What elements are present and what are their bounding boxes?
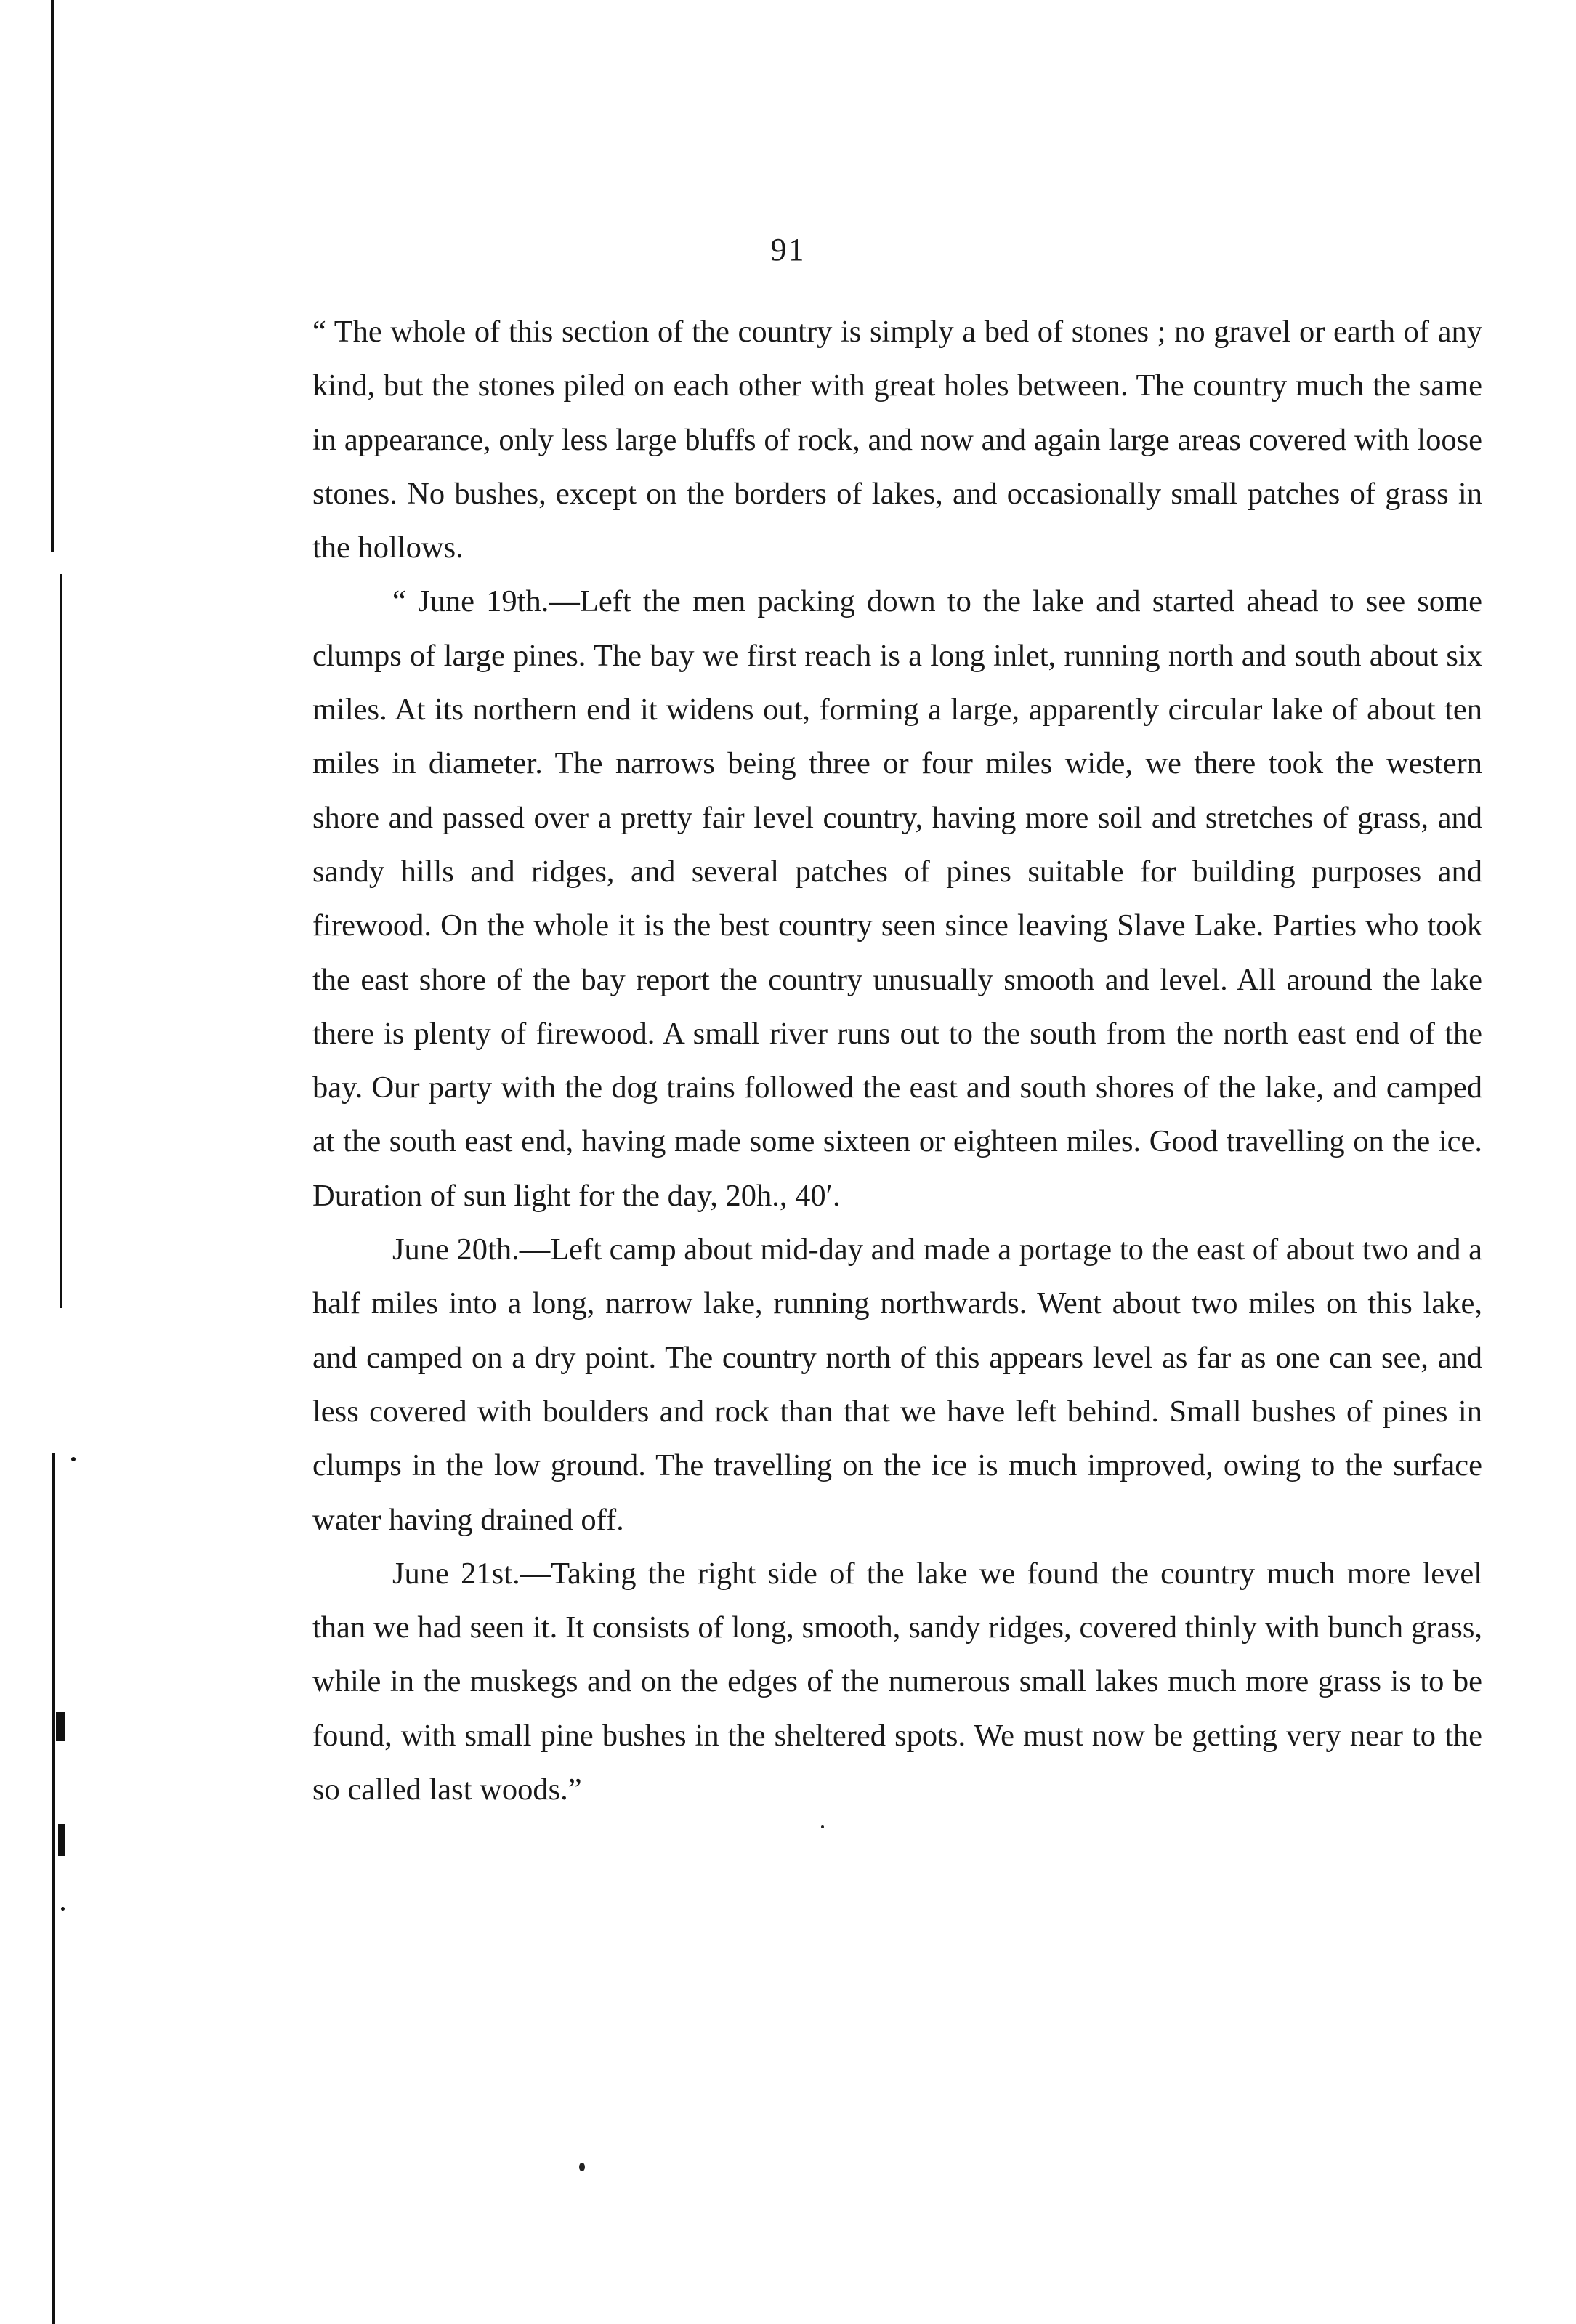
scan-speck <box>61 1907 65 1911</box>
scan-mark <box>56 1712 65 1741</box>
scan-speck <box>821 1825 824 1828</box>
paragraph: “ June 19th.—Left the men packing down to the lake and started ahead to see some clumps of large pines. The bay we first reach is a long inlet, running north and south about six miles. At its northern end it widens out, forming a large, apparently circular lake of about ten miles in diameter. The narrows being three or four miles wide, we there took the western shore and passed over a pretty fair level country, having more soil and stretches of grass, and sandy hills and ridges, and several patches of pines suitable for building purposes and firewood. On the whole it is the best country seen since leaving Slave Lake. Parties who took the east shore of the bay report the country unusually smooth and level. All around the lake there is plenty of firewood. A small river runs out to the south from the north east end of the bay. Our party with the dog trains followed the east and south shores of the lake, and camped at the south east end, having made some sixteen or eighteen miles. Good travelling on the ice. Duration of sun light for the day, 20h., 40′. <box>312 584 1482 1213</box>
binding-edge-line <box>51 0 54 552</box>
paragraph: “ The whole of this section of the country is simply a bed of stones ; no gravel or earth of any kind, but the stones piled on each other with great holes between. The country much the same in appearance, only less large bluffs of rock, and now and again large areas covered with loose stones. No bushes, except on the borders of lakes, and occasionally small patches of grass in the hollows. <box>312 315 1482 565</box>
paragraph: June 21st.—Taking the right side of the lake we found the country much more level than we had seen it. It consists of long, smooth, sandy ridges, covered thinly with bunch grass, while in the muskegs and on the edges of the numerous small lakes much more grass is to be found, with small pine bushes in the sheltered spots. We must now be getting very near to the so called last woods.” <box>312 1556 1482 1807</box>
scan-speck <box>71 1457 76 1461</box>
binding-edge-line <box>60 574 62 1308</box>
body-text <box>312 305 1482 1817</box>
paragraph: June 20th.—Left camp about mid-day and made a portage to the east of about two and a half miles into a long, narrow lake, running northwards. Went about two miles on this lake, and camped on a dry point. The country north of this appears level as far as one can see, and less covered with boulders and rock than that we have left behind. Small bushes of pines in clumps in the low ground. The travelling on the ice is much improved, owing to the surface water having drained off. <box>312 1232 1483 1537</box>
scan-speck <box>579 2163 585 2171</box>
page-number: 91 <box>770 232 806 267</box>
scan-mark <box>58 1824 65 1856</box>
binding-edge-line <box>52 1453 55 2324</box>
